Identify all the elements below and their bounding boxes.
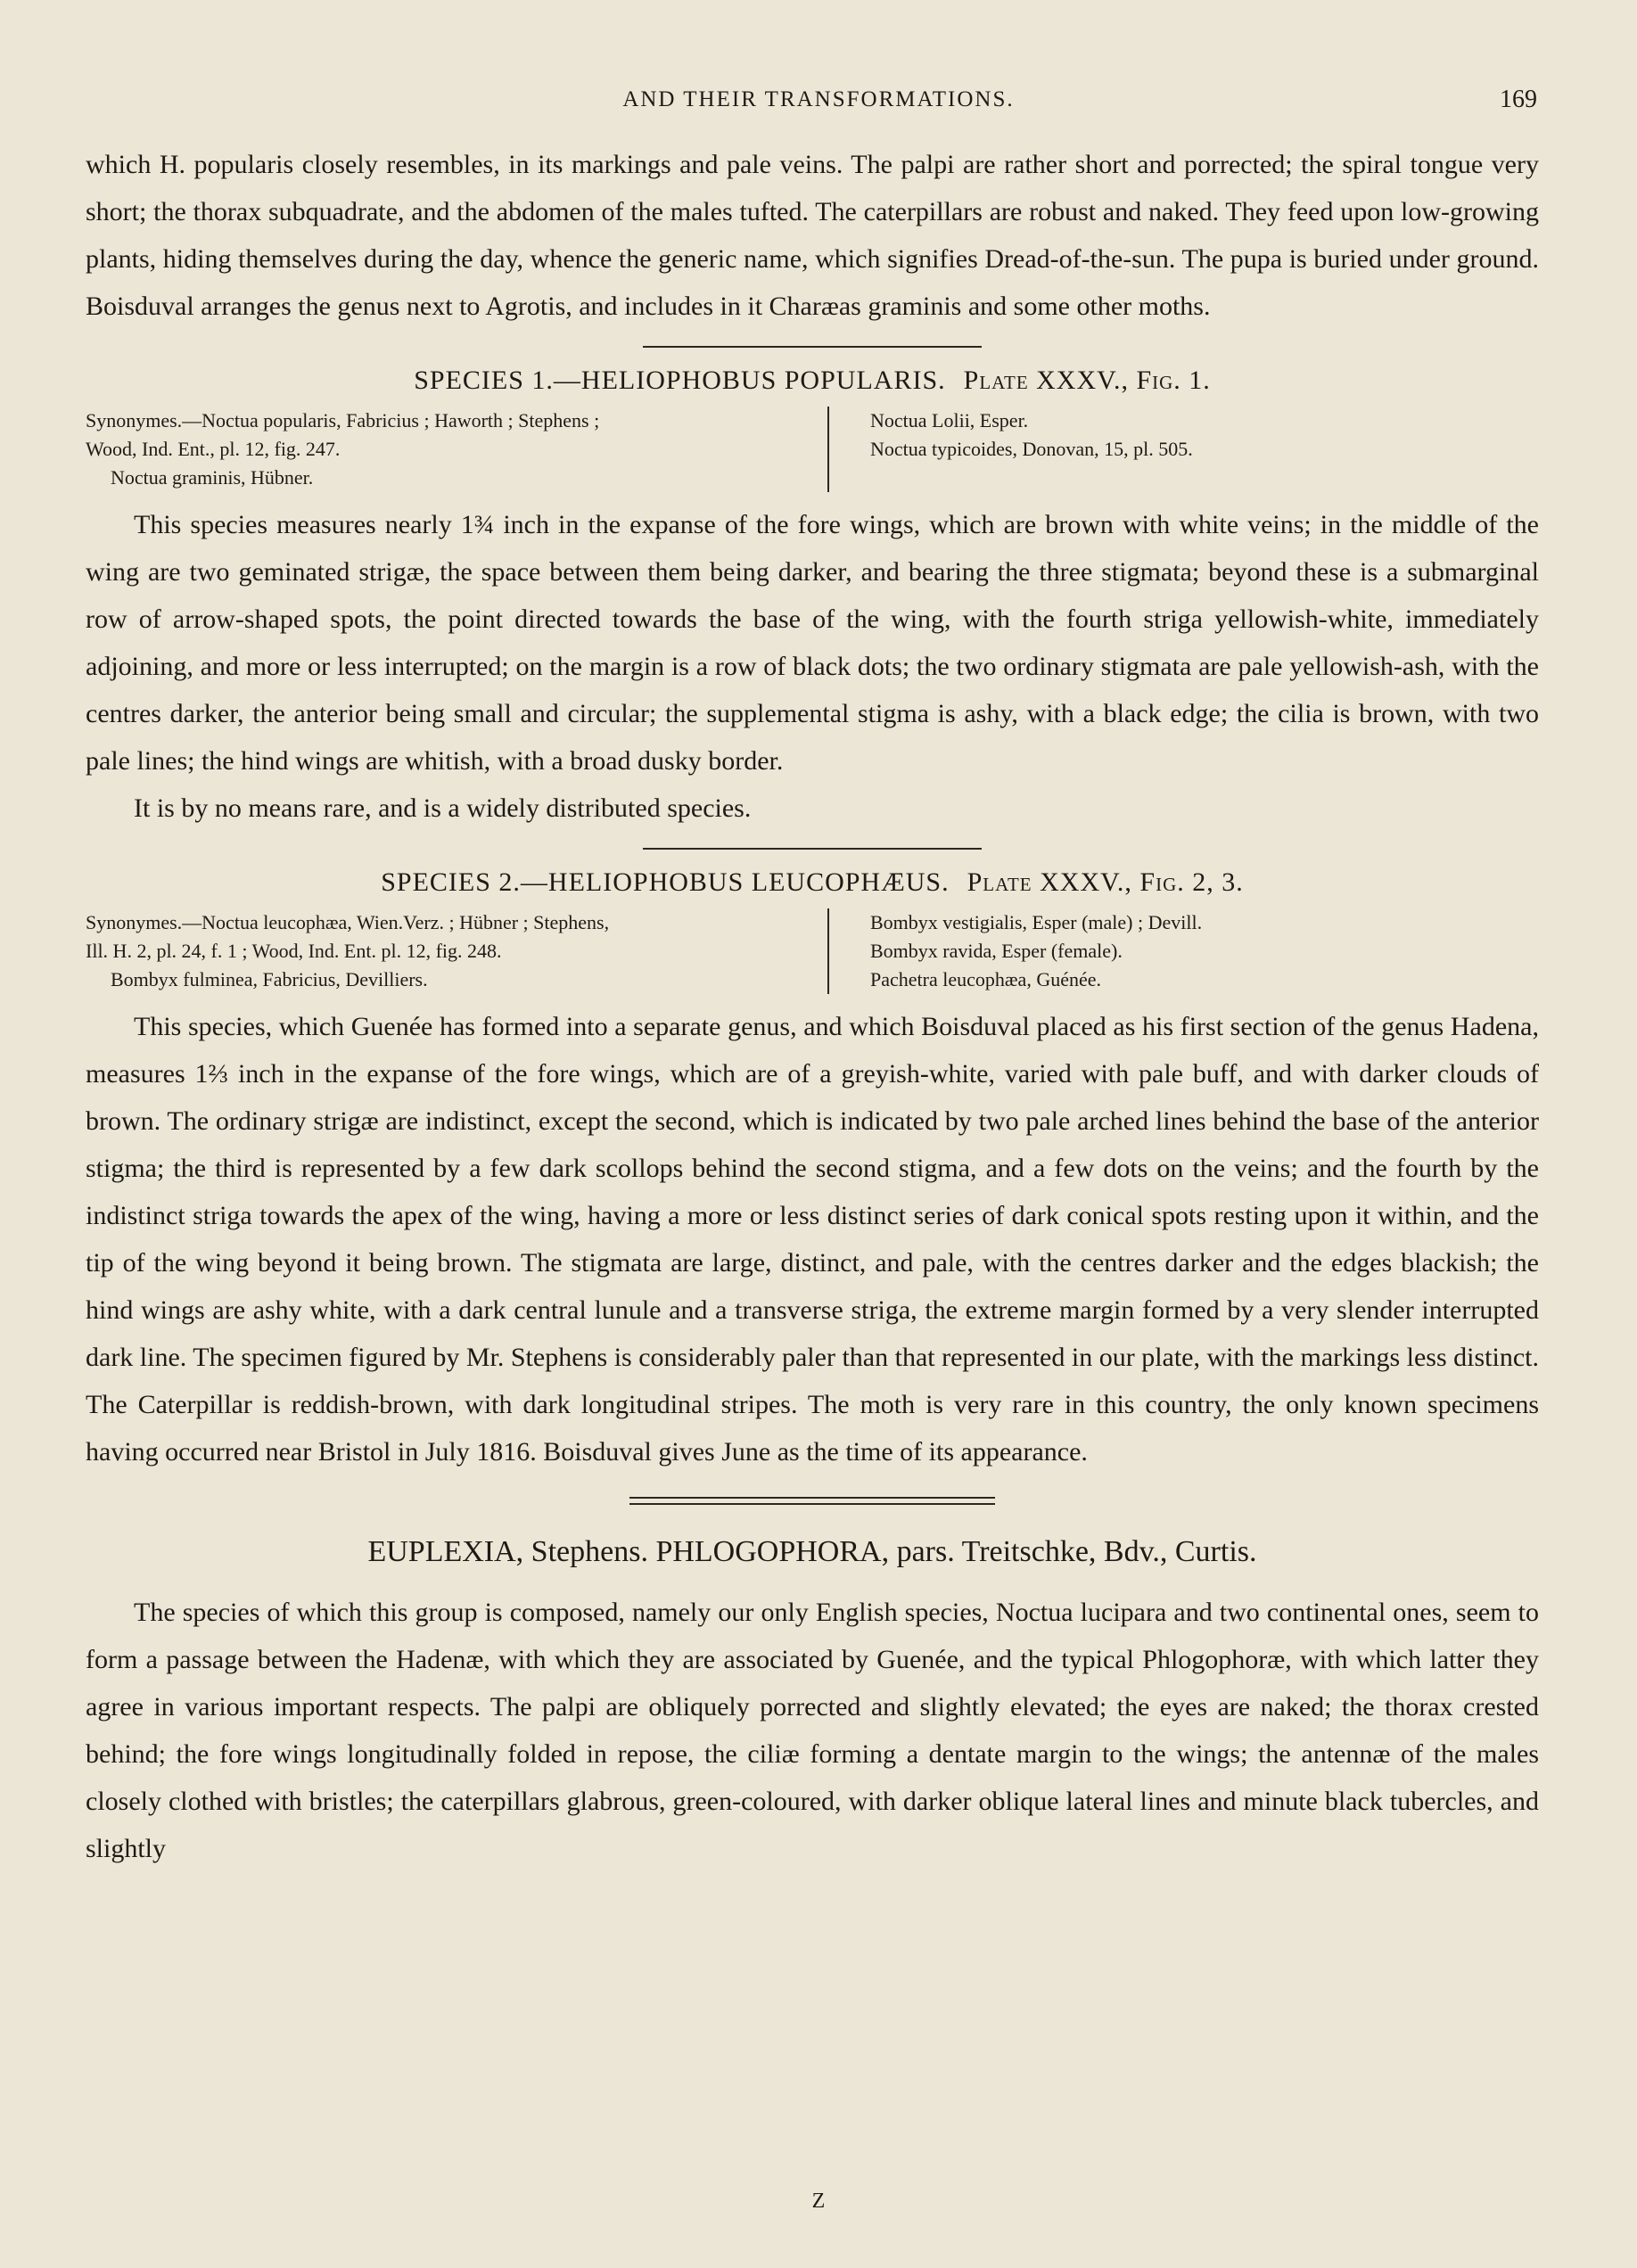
double-divider	[629, 1497, 995, 1505]
synonym-line: Wood, Ind. Ent., pl. 12, fig. 247.	[86, 438, 341, 460]
synonym-line: Pachetra leucophæa, Guénée.	[870, 968, 1101, 990]
genus-description: The species of which this group is composed, namely our only English species, Noctua lucipara and two continental ones, seem to form a passage between the Hadenæ, with which they are associated by Guenée, and the typical Phlogophoræ, with which latter they agree in various important respects. The palpi are obliquely porrected and slightly elevated; the eyes are naked; the thorax crested behind; the fore wings longitudinally folded in repose, the ciliæ forming a dentate margin to the wings; the antennæ of the males closely clothed with bristles; the caterpillars glabrous, green-coloured, with darker oblique lateral lines and minute black tubercles, and slightly	[86, 1598, 1539, 1863]
synonym-line: Noctua typicoides, Donovan, 15, pl. 505.	[870, 438, 1193, 460]
synonym-line: Bombyx ravida, Esper (female).	[870, 940, 1123, 962]
species-2-description: This species, which Guenée has formed into a separate genus, and which Boisduval placed as his first section of the genus Hadena, measures 1⅔ inch in the expanse of the fore wings, which are of a greyish-white, varied with pale buff, and with darker clouds of brown. The ordinary strigæ are indistinct, except the second, which is indicated by two pale arched lines behind the base of the anterior stigma; the third is represented by a few dark scollops behind the second stigma, and a few dots on the veins; and the fourth by the indistinct striga towards the apex of the wing, having a more or less distinct series of dark conical spots resting upon it within, and the tip of the wing beyond it being brown. The stigmata are large, distinct, and pale, with the centres darker and the edges blackish; the hind wings are ashy white, with a dark central lunule and a transverse striga, the extreme margin formed by a very slender interrupted dark line. The specimen figured by Mr. Stephens is considerably paler than that represented in our plate, with the markings less distinct. The Caterpillar is reddish-brown, with dark longitudinal stripes. The moth is very rare in this country, the only known specimens having occurred near Bristol in July 1816. Boisduval gives June as the time of its appearance.	[86, 1012, 1539, 1467]
synonym-line: Bombyx fulminea, Fabricius, Devilliers.	[111, 968, 428, 990]
species-1-note: It is by no means rare, and is a widely distributed species.	[134, 793, 752, 823]
section-divider	[643, 848, 982, 850]
page-number: 169	[1500, 86, 1537, 113]
synonym-line: Synonymes.—Noctua leucophæa, Wien.Verz. ; Hübner ; Stephens,	[86, 911, 610, 933]
synonym-line: Synonymes.—Noctua popularis, Fabricius ; Haworth ; Stephens ;	[86, 409, 600, 431]
species-1-synonyms-right	[829, 407, 1193, 492]
species-2-title: SPECIES 2.—HELIOPHOBUS LEUCOPHÆUS.	[381, 867, 950, 897]
intro-paragraph: which H. popularis closely resembles, in its markings and pale veins. The palpi are rather short and porrected; the spiral tongue very short; the thorax subquadrate, and the abdomen of the males tufted. The caterpillars are robust and naked. They feed upon low-growing plants, hiding themselves during the day, whence the generic name, which signifies Dread-of-the-sun. The pupa is buried under ground. Boisduval arranges the genus next to Agrotis, and includes in it Charæas graminis and some other moths.	[86, 150, 1539, 321]
species-1-plate: Plate XXXV., Fig. 1.	[963, 366, 1211, 395]
species-1-title: SPECIES 1.—HELIOPHOBUS POPULARIS.	[414, 366, 946, 395]
species-1-synonyms	[86, 407, 1539, 492]
species-2-plate: Plate XXXV., Fig. 2, 3.	[967, 867, 1244, 897]
species-2-heading	[86, 867, 1539, 898]
species-1-description: This species measures nearly 1¾ inch in the expanse of the fore wings, which are brown with white veins; in the middle of the wing are two geminated strigæ, the space between them being darker, and bearing the three stigmata; beyond these is a submarginal row of arrow-shaped spots, the point directed towards the base of the wing, with the fourth striga yellowish-white, immediately adjoining, and more or less interrupted; on the margin is a row of black dots; the two ordinary stigmata are pale yellowish-ash, with the centres darker, the anterior being small and circular; the supplemental stigma is ashy, with a black edge; the cilia is brown, with two pale lines; the hind wings are whitish, with a broad dusky border.	[86, 510, 1539, 776]
species-1-synonyms-left	[86, 407, 829, 492]
synonym-line: Bombyx vestigialis, Esper (male) ; Devill.	[870, 911, 1203, 933]
species-1-heading	[86, 366, 1539, 396]
synonym-line: Noctua graminis, Hübner.	[111, 466, 314, 489]
page-body	[86, 141, 1539, 1872]
synonym-line: Ill. H. 2, pl. 24, f. 1 ; Wood, Ind. Ent. pl. 12, fig. 248.	[86, 940, 502, 962]
running-head: AND THEIR TRANSFORMATIONS.	[622, 87, 1015, 111]
section-divider	[643, 346, 982, 348]
signature-mark: Z	[811, 2190, 826, 2213]
page-header	[0, 87, 1637, 132]
genus-heading: EUPLEXIA, Stephens. PHLOGOPHORA, pars. Treitschke, Bdv., Curtis.	[367, 1535, 1257, 1568]
species-2-synonyms-right	[829, 908, 1202, 994]
species-2-synonyms	[86, 908, 1539, 994]
species-2-synonyms-left	[86, 908, 829, 994]
synonym-line: Noctua Lolii, Esper.	[870, 409, 1029, 431]
